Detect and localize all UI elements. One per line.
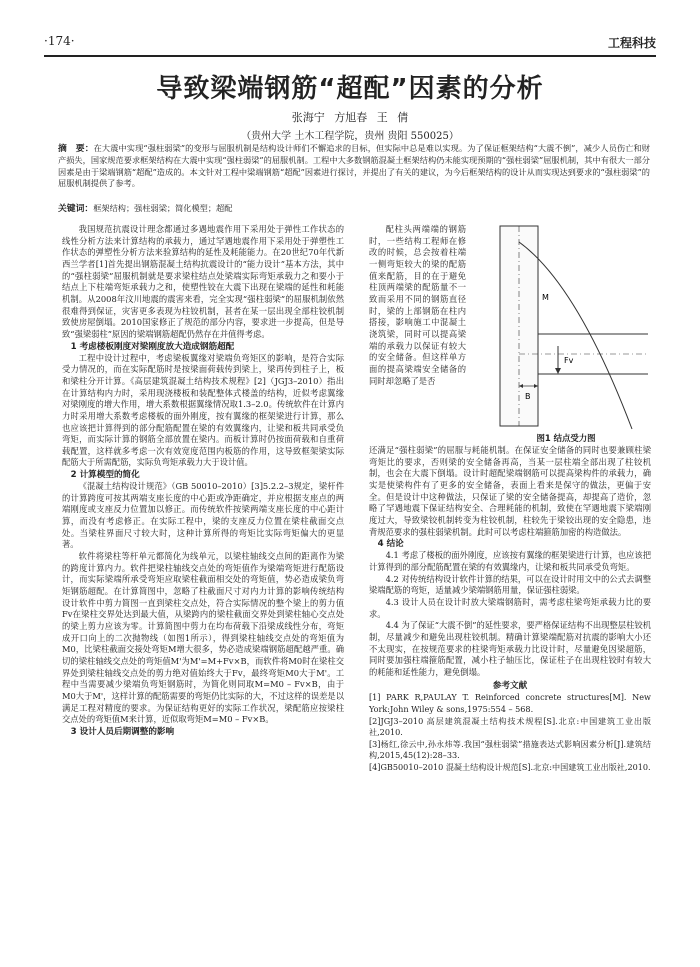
page-header	[44, 34, 656, 54]
node-force-figure	[482, 224, 650, 432]
reference-item: [4]GB50010–2010 混凝土结构设计规范[S].北京:中国建筑工业出版社,2010.	[369, 762, 651, 773]
body-paragraph: 我国规范抗震设计理念都通过多遇地震作用下采用处于弹性工作状态的线性分析方法来计算结构的承载力，通过罕遇地震作用下采用处于弹塑性工作状态的弹塑性分析方法来验算结构的延性及耗能能力。在20世纪70年代新西兰学者[1]首先提出钢筋混凝土结构抗震设计的“能力设计”基本方法，其中的“强柱弱梁”屈服机制就是要求梁柱结点处梁端实际弯矩承载力之和要小于结点上下柱端弯矩承载力之和，使塑性铰在大震下出现在梁端的延性和耗能机制。从2008年汶川地震的震害来看，完全实现“强柱弱梁”的屈服机制依然很难得到保证，灾害更多表现为柱铰机制，甚者在某一层出现全部柱铰机制致使房屋倒塌。2010国家修正了规范的部分内容，要求进一步提高，但是导致“强梁弱柱”原因的梁端钢筋超配仍然存在并值得考虑。	[62, 224, 344, 339]
body-paragraph: 《混凝土结构设计规范》（GB 50010–2010）[3]5.2.2–3规定，梁杆件的计算跨度可按其两端支座长度的中心距或净距确定，并应根据支座点的两端刚度或支座反力位置加以修正。而传统软件按梁两端支座长度的中心距计算，而没有考虑修正。在实际工程中，梁的支座反力位置在梁柱截面交点处。当梁柱界面尺寸较大时，这种计算所得的弯矩比实际弯矩偏大的更显著。	[62, 481, 344, 550]
body-paragraph: 4.2 对传统结构设计软件计算的结果，可以在设计时用文中的公式去调整梁端配筋的弯矩，适量减少梁端钢筋用量，保证强柱弱梁。	[369, 573, 651, 596]
reference-item: [3]杨红,徐云中,孙永炜等.我国“强柱弱梁”措施表达式影响因素分析[J].建筑结构,2015,45(12):28–33.	[369, 738, 651, 761]
section-heading: 3 设计人员后期调整的影响	[70, 726, 175, 737]
right-column	[369, 445, 651, 774]
page-number: ·174·	[44, 34, 75, 48]
fv-label: Fv	[564, 356, 574, 365]
abstract-label: 摘 要：	[58, 144, 94, 154]
column-section	[500, 226, 538, 426]
journal-name: 工程科技	[607, 36, 656, 50]
reference-list	[369, 692, 651, 773]
section-heading: 2 计算模型的简化	[70, 470, 140, 481]
references-heading: 参考文献	[492, 681, 528, 692]
body-paragraph: 4.4 为了保证“大震不倒”的延性要求，要严格保证结构不出现整层柱铰机制，尽量减少和避免出现柱铰机制。精确计算梁端配筋对抗震的影响大小还不太现实，在按规范要求的柱梁弯矩承载力比设计时，尽量避免因梁超筋，同时要加强柱端箍筋配置，减小柱子轴压比，保证柱子在出现柱铰时有较大的耗能和延性能力，避免倒塌。	[369, 620, 651, 677]
references	[369, 680, 651, 773]
reference-item: [1] PARK R,PAULAY T. Reinforced concrete structures[M]. New York:John Wiley & sons,1975:554 – 568.	[369, 692, 651, 715]
right-column-body	[369, 445, 651, 678]
keywords-label: 关键词：	[58, 204, 94, 214]
abstract	[58, 143, 650, 190]
moment-label: M	[542, 293, 549, 302]
keywords-text: 框架结构；强柱弱梁；简化模型；超配	[93, 203, 233, 213]
abstract-text: 在大震中实现“强柱弱梁”的变形与屈服机制是结构设计师们不懈追求的目标，但实际中总是难以实现。为了保证框架结构“大震不倒”，减少人员伤亡和财产损失，国家规范要求框架结构在大震中实现“强柱弱梁”的屈服机制。工程中大多数钢筋混凝土框架结构仍未能实现预期的“强柱弱梁”屈服机制，其中有很大一部分因素是由于梁端钢筋“超配”造成的。本文针对工程中梁端钢筋“超配”因素进行探讨，并提出了有关的建议，为今后框架结构的设计从而实现达到要求的“强柱弱梁”的屈服机制提供了参考。	[58, 143, 650, 189]
reference-item: [2]JGJ3–2010 高层建筑混凝土结构技术规程[S].北京:中国建筑工业出版社,2010.	[369, 715, 651, 738]
body-paragraph: 4.3 设计人员在设计时放大梁端钢筋时，需考虑柱梁弯矩承载力比的要求。	[369, 596, 651, 619]
figure-caption: 图1 结点受力图	[536, 433, 596, 443]
affiliation: （贵州大学 土木工程学院，贵州 贵阳 550025）	[241, 131, 459, 142]
section-heading: 1 考虑楼板刚度对梁刚度放大造成钢筋超配	[70, 341, 235, 352]
b-label: B	[525, 392, 531, 401]
section-heading: 4 结论	[377, 539, 404, 550]
body-paragraph: 软件将梁柱等杆单元都简化为线单元，以梁柱轴线交点间的距离作为梁的跨度计算内力。软件把梁柱轴线交点处的弯矩值作为梁端弯矩进行配筋设计，而实际梁端所承受弯矩应取梁柱截面相交处的弯矩值，势必造成梁负弯矩钢筋超配。在计算简图中，忽略了柱截面尺寸对内力计算的影响传统结构设计软件中剪力简图一直到梁柱交点处，符合实际情况的整个梁上的剪力值Fv在梁柱交界处达到最大值，从梁跨内的梁柱截面交界处到梁柱轴心交点处的梁上剪力应该为零。计算简图中剪力在均布荷载下沿梁成线性分布，弯矩成开口向上的二次抛物线（如图1所示），得到梁柱轴线交点处的弯矩值为M0，比梁柱截面交接处弯矩M增大很多，势必造成梁端钢筋超配越严重。确切的梁柱轴线交点处的弯矩值M'为M'=M+Fv×B，而软件将M0时在梁柱交界处到梁柱轴线交点处的剪力绝对值始终大于Fv，最终弯矩M0大于M'。工程中当需要减少梁端负弯矩钢筋时，为简化则同取M=M0 – Fv×B，由于M0大于M'，这样计算的配筋需要的弯矩仍比实际的大，不过这样的误差是以满足工程对精度的要求。为保证结构更好的实际工作状况，梁配筋应按梁柱交点处的弯矩值M来计算，近似取弯矩M=M0 – Fv×B。	[62, 551, 344, 725]
paper-title: 导致梁端钢筋“超配”因素的分析	[156, 74, 544, 104]
left-column	[62, 224, 344, 738]
right-top-text	[369, 224, 466, 387]
body-paragraph: 配柱头两端端的钢筋时，一些结构工程师在修改的时候，总会按着柱端一侧弯矩较大的梁的配筋值来配筋，目的在于避免柱顶两端梁的配筋量不一致而采用不同的钢筋直径时，梁的上部钢筋在柱内搭接，影响施工中混凝土浇筑梁，同时可以提高梁端的承载力以保证有较大的安全储备。但这样单方面的提高梁端安全储备的同时却忽略了是否	[369, 224, 466, 386]
keywords	[58, 201, 650, 214]
header-rule	[44, 55, 656, 57]
body-paragraph: 还满足“强柱弱梁”的屈服与耗能机制。在保证安全储备的同时也要兼顾柱梁弯矩比的要求，否则梁的安全储备再高，当某一层柱端全部出现了柱铰机制，也会在大震下倒塌。设计时超配梁端钢筋可以提高梁构件的承载力，确实是使梁构件有了更多的安全储备，表面上看来是保守的做法，更偏于安全。但是设计中这种做法，只保证了梁的安全储备提高，却提高了造价，忽略了罕遇地震下保证结构安全、合理耗能的机制，致使在罕遇地震下梁端刚度过大，导致梁铰机制转变为柱铰机制，柱较先于梁铰出现的安全隐患，违背规范要求的强柱弱梁机制。此时可以考虑柱端箍筋加密的构造做法。	[369, 445, 651, 537]
fv-arrowhead	[555, 368, 561, 374]
body-paragraph: 工程中设计过程中，考虑梁板翼缘对梁端负弯矩区的影响，是符合实际受力情况的，而在实际配筋时是按梁面荷载传到梁上，梁再传到柱子上，板和梁柱分开计算。《高层建筑混凝土结构技术规程》[2]（JGJ3–2010）指出在计算结构内力时，采用现浇楼板和装配整体式楼盖的结构，近似考虑翼缘对梁刚度的增大作用，增大系数根据翼缘情况取1.3–2.0。传统软件在计算内力时采用增大系数考虑楼板的面外刚度，按有翼缘的框架梁进行计算，那么也应该把计算得到的部分配筋配置在梁的有效翼缘内，让梁和板共同承受负弯矩，而实际计算的钢筋全部放置在梁内。而板计算时仍按面荷载和自重荷载配置，这样就多考虑一次有效宽度范围内板筋的作用，这导致框架梁实际配筋大于所需配筋，实际负弯矩承载力大于设计值。	[62, 352, 344, 468]
body-paragraph: 4.1 考虑了楼板的面外刚度，应该按有翼缘的框架梁进行计算，也应该把计算得到的部分配筋配置在梁的有效翼缘内，让梁和板共同承受负弯矩。	[369, 550, 651, 572]
authors: 张海宁 方旭春 王 倩	[291, 111, 409, 124]
